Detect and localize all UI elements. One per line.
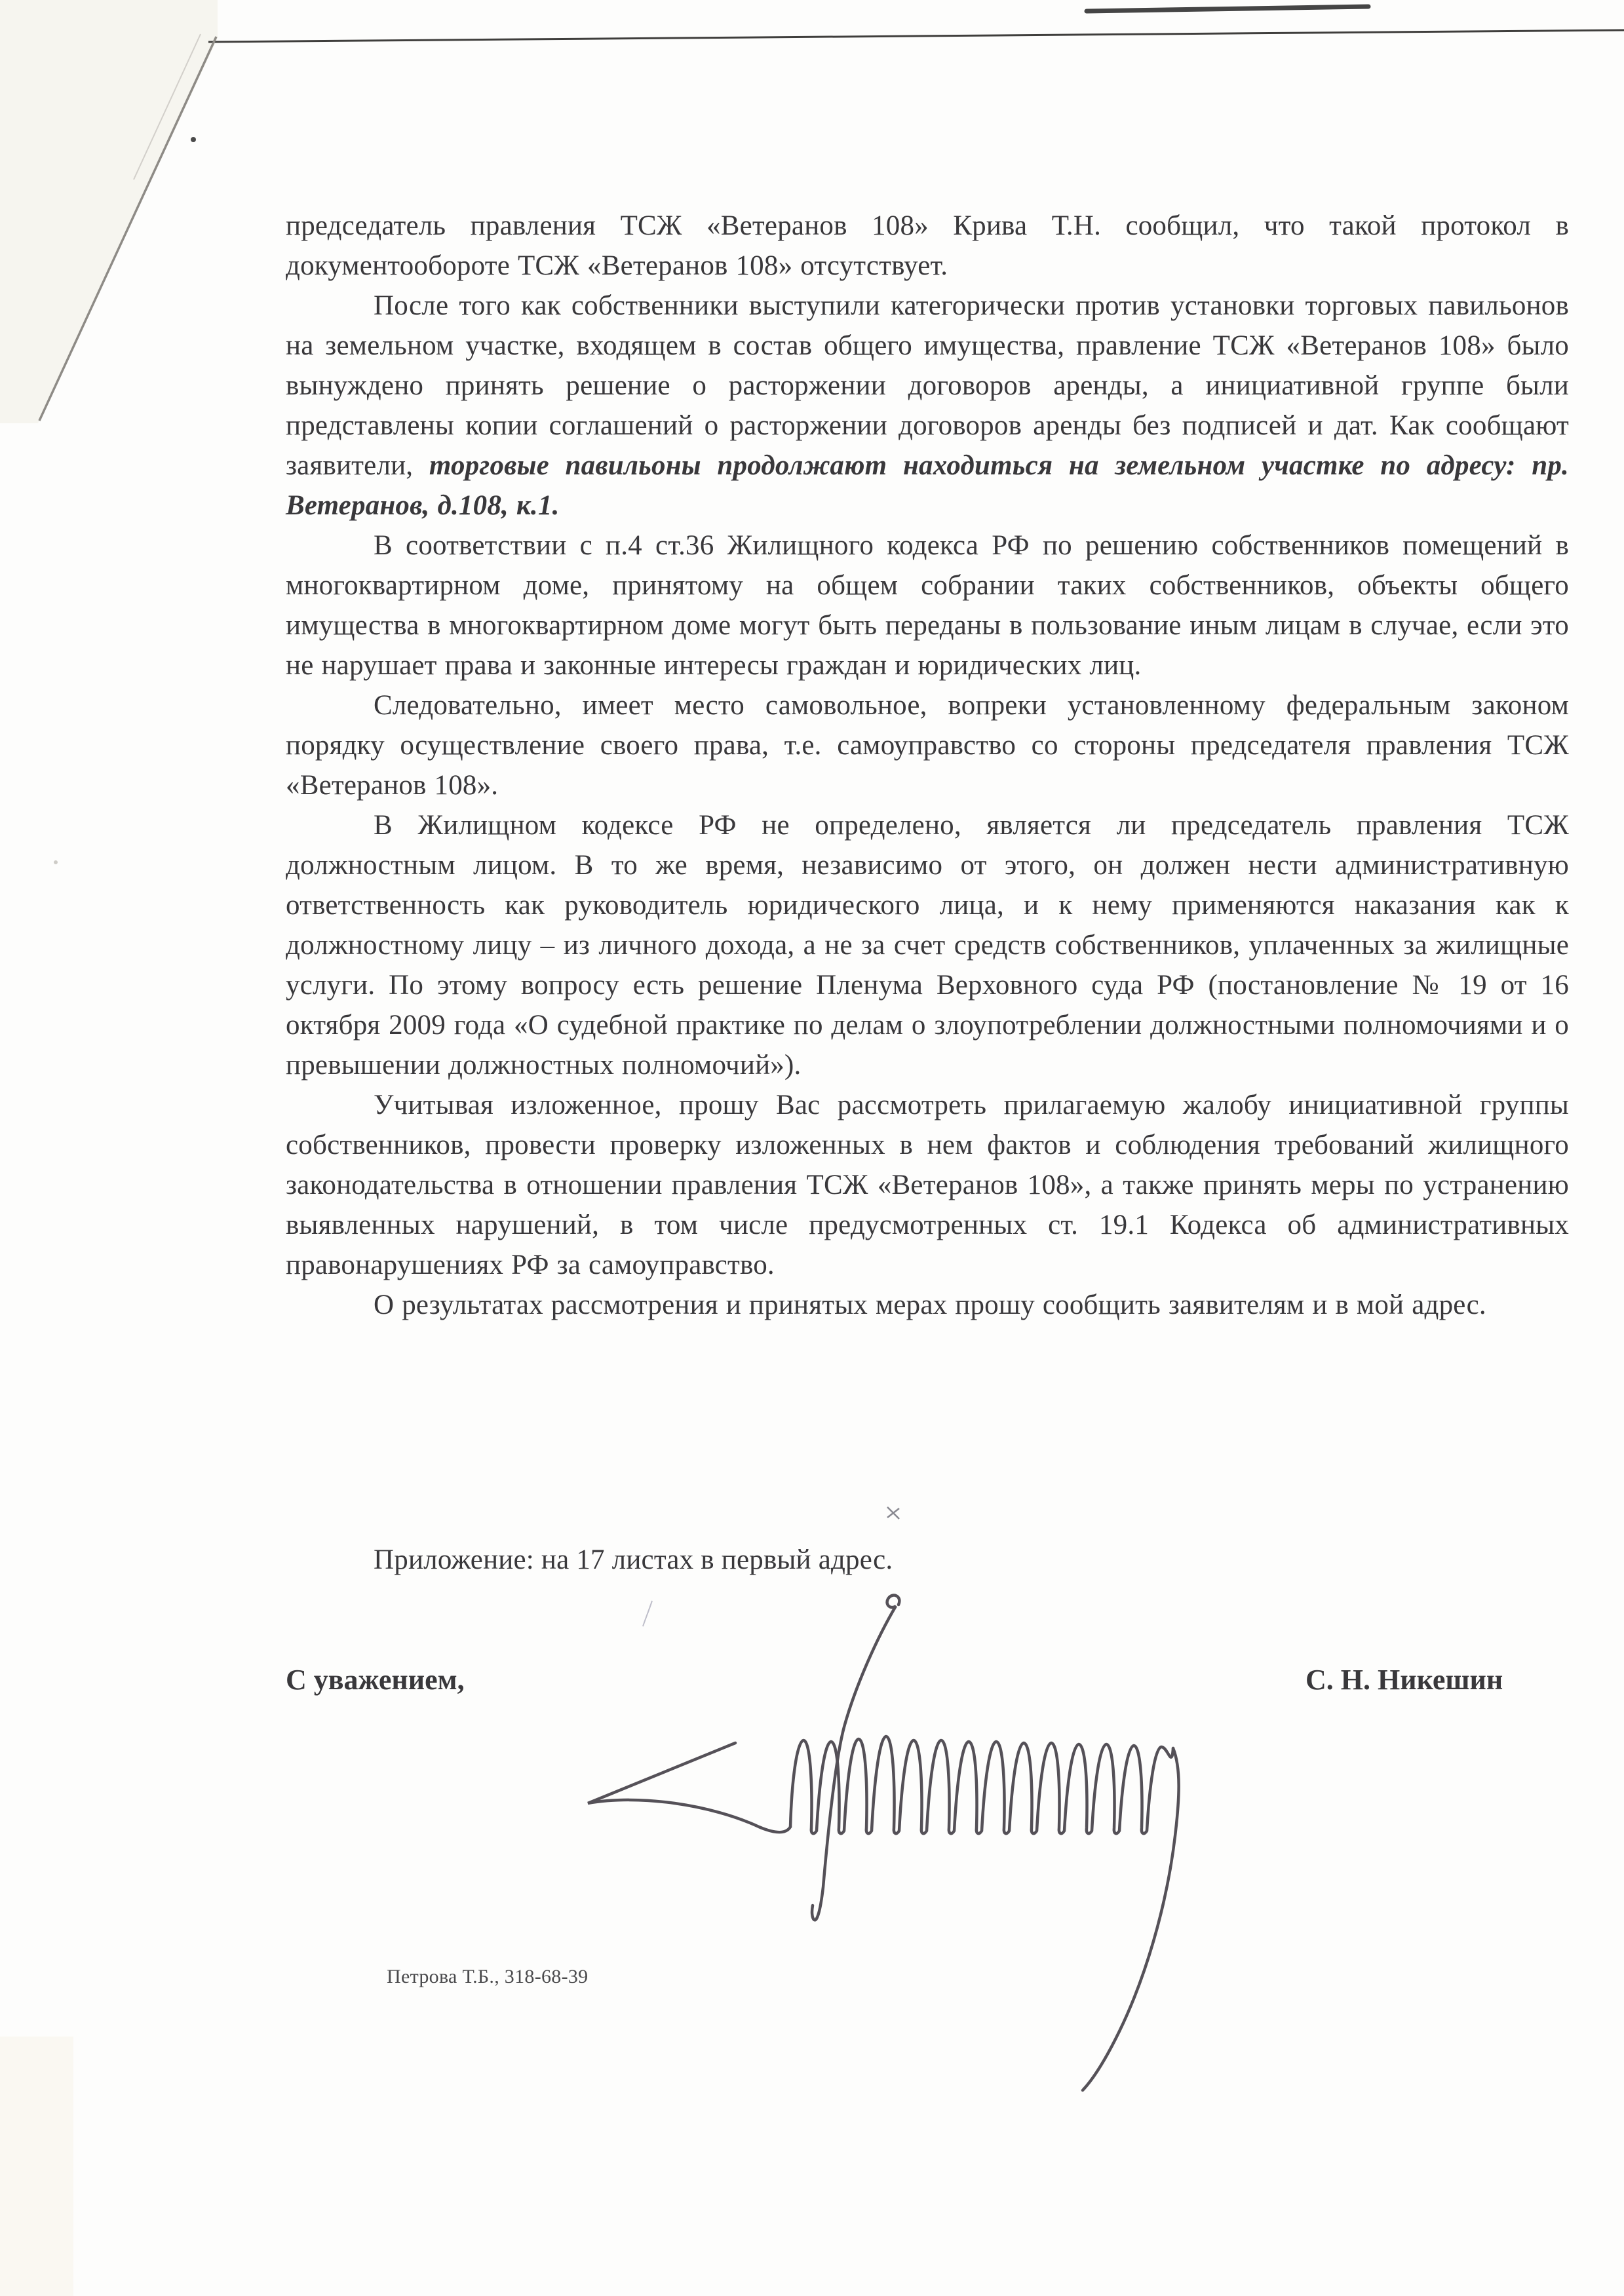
closing-salutation: С уважением, — [286, 1664, 465, 1696]
paragraph — [286, 1285, 1569, 1325]
page-corner-fold-edge — [39, 37, 216, 421]
text-run: В соответствии с п.4 ст.36 Жилищного кодекса РФ по решению собственников помещений в многоквартирном доме, принятому на общем собрании таких собственников, объекты общего имущества в многоквартирном доме могут быть переданы в пользование иным лицам в случае, если это не нарушает права и законные интересы граждан и юридических лиц. — [286, 530, 1569, 681]
text-run: О результатах рассмотрения и принятых мерах прошу сообщить заявителям и в мой адрес. — [374, 1290, 1486, 1320]
scanner-background-corner — [0, 0, 218, 423]
signature-stroke — [588, 1743, 790, 1832]
paragraph — [286, 805, 1569, 1085]
pen-mark-slash — [643, 1601, 652, 1626]
text-run: Учитывая изложенное, прошу Вас рассмотреть прилагаемую жалобу инициативной группы собственников, провести проверку изложенных в нем фактов и соблюдения требований жилищного законодательства в отношении правления ТСЖ «Ветеранов 108», а также принять меры по устранению выявленных нарушений, в том числе предусмотренных ст. 19.1 Кодекса об административных правонарушениях РФ за самоуправство. — [286, 1090, 1569, 1280]
scanner-background-strip — [0, 2037, 73, 2296]
signer-name: С. Н. Никешин — [1305, 1664, 1503, 1696]
signature-stroke — [1083, 1748, 1179, 2090]
text-run: После того как собственники выступили категорически против установки торговых павильонов на земельном участке, входящем в состав общего имущества, правление ТСЖ «Ветеранов 108» было вынуждено принять решение о расторжении договоров аренды, а инициативной группе были представлены копии соглашений о расторжении договоров аренды без подписей и дат. Как сообщают заявители, — [286, 290, 1569, 481]
emphasized-text-run: торговые павильоны продолжают находиться на земельном участке по адресу: пр. Ветеранов, д.108, к.1. — [286, 450, 1569, 521]
paragraph — [286, 685, 1569, 805]
text-run: Следовательно, имеет место самовольное, вопреки установленному федеральным законом порядку осуществление своего права, т.е. самоуправство со стороны председателя правления ТСЖ «Ветеранов 108». — [286, 690, 1569, 801]
signature-stroke — [790, 1736, 1173, 1833]
paragraph — [286, 206, 1569, 286]
page-top-edge-line — [208, 30, 1624, 42]
letter-body — [286, 206, 1569, 1325]
paragraph — [286, 1085, 1569, 1285]
attachment-line: Приложение: на 17 листах в первый адрес. — [374, 1544, 893, 1575]
text-run: председатель правления ТСЖ «Ветеранов 108» Крива Т.Н. сообщил, что такой протокол в документообороте ТСЖ «Ветеранов 108» отсутствует. — [286, 210, 1569, 281]
scan-speck — [191, 137, 196, 142]
page-corner-fold-shadow — [134, 34, 201, 180]
footer-contact: Петрова Т.Б., 318-68-39 — [387, 1966, 589, 1987]
scan-speck — [54, 860, 58, 864]
text-run: В Жилищном кодексе РФ не определено, является ли председатель правления ТСЖ должностным лицом. В то же время, независимо от этого, он должен нести административную ответственность как руководитель юридического лица, и к нему применяются наказания как к должностному лицу – из личного дохода, а не за счет средств собственников, уплаченных за жилищные услуги. По этому вопросу есть решение Пленума Верховного суда РФ (постановление № 19 от 16 октября 2009 года «О судебной практике по делам о злоупотреблении должностными полномочиями и о превышении должностных полномочий»). — [286, 810, 1569, 1081]
paragraph — [286, 526, 1569, 685]
page-top-edge-dark-segment — [1087, 7, 1368, 11]
pen-mark-x — [887, 1507, 899, 1519]
signature-stroke — [812, 1596, 899, 1921]
paragraph — [286, 286, 1569, 526]
